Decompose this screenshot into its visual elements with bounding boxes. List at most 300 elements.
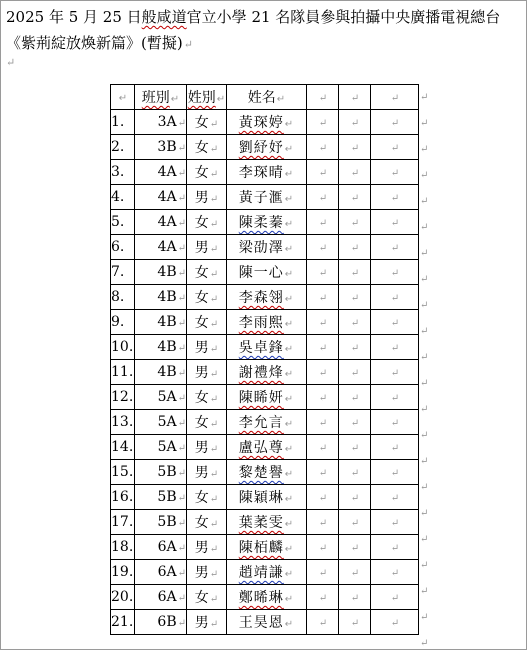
blank-cell[interactable] [339, 210, 371, 235]
row-number-text: 6. [111, 239, 125, 255]
blank-cell[interactable] [339, 535, 371, 560]
class-cell[interactable] [135, 560, 187, 585]
gender-cell[interactable] [187, 260, 227, 285]
gender-cell-text: 男 [194, 340, 209, 356]
gender-cell-text: 女 [194, 315, 209, 331]
row-number-text: 12. [111, 389, 134, 405]
name-cell-text: 黃子滙 [238, 190, 284, 206]
cell-end-mark: ↵ [318, 168, 328, 179]
cell-end-mark: ↵ [350, 218, 360, 229]
row-number[interactable] [111, 310, 135, 335]
class-cell[interactable] [135, 335, 187, 360]
cell-end-mark: ↵ [284, 544, 295, 555]
blank-cell[interactable] [371, 210, 419, 235]
cell-end-mark: ↵ [318, 143, 328, 154]
cell-end-mark: ↵ [390, 343, 400, 354]
blank-cell[interactable] [339, 135, 371, 160]
gender-cell[interactable] [187, 485, 227, 510]
blank-cell[interactable] [371, 485, 419, 510]
class-cell[interactable] [135, 360, 187, 385]
name-cell[interactable] [227, 185, 307, 210]
class-cell-text: 5B [157, 514, 177, 530]
class-cell[interactable] [135, 310, 187, 335]
cell-end-mark: ↵ [318, 393, 328, 404]
gender-cell[interactable] [187, 460, 227, 485]
blank-cell[interactable] [307, 585, 339, 610]
blank-cell[interactable] [339, 360, 371, 385]
name-cell-text: 陳柔蓁 [238, 215, 284, 231]
gender-cell[interactable] [187, 510, 227, 535]
row-number[interactable] [111, 260, 135, 285]
class-cell[interactable] [135, 610, 187, 635]
blank-cell[interactable] [371, 335, 419, 360]
gender-cell[interactable] [187, 335, 227, 360]
header-index[interactable]: ↵ [111, 85, 135, 110]
cell-end-mark: ↵ [209, 294, 219, 305]
cell-end-mark: ↵ [209, 419, 219, 430]
name-cell[interactable] [227, 610, 307, 635]
cell-end-mark: ↵ [350, 143, 360, 154]
gender-cell[interactable] [187, 310, 227, 335]
blank-cell[interactable] [339, 285, 371, 310]
row-number[interactable] [111, 185, 135, 210]
table-row [111, 210, 419, 235]
cell-end-mark: ↵ [284, 319, 295, 330]
row-number[interactable] [111, 360, 135, 385]
blank-cell[interactable] [307, 610, 339, 635]
cell-end-mark: ↵ [284, 494, 295, 505]
class-cell[interactable] [135, 485, 187, 510]
name-cell[interactable] [227, 310, 307, 335]
row-number[interactable] [111, 110, 135, 135]
cell-end-mark: ↵ [390, 593, 400, 604]
row-number[interactable] [111, 285, 135, 310]
blank-cell[interactable] [307, 535, 339, 560]
blank-cell[interactable] [371, 410, 419, 435]
name-cell-text: 李琛晴 [238, 165, 284, 181]
name-cell-text: 梁劭澤 [238, 240, 284, 256]
row-number-text: 16. [111, 489, 134, 505]
blank-cell[interactable] [371, 460, 419, 485]
table-row [111, 235, 419, 260]
row-number-text: 8. [111, 289, 125, 305]
blank-cell[interactable] [307, 235, 339, 260]
gender-cell[interactable] [187, 410, 227, 435]
name-cell[interactable] [227, 560, 307, 585]
header-blank-3[interactable]: ↵ [371, 85, 419, 110]
row-end-mark: ↵ [420, 482, 429, 493]
blank-cell[interactable] [307, 160, 339, 185]
class-cell[interactable] [135, 235, 187, 260]
class-cell[interactable] [135, 385, 187, 410]
row-number[interactable] [111, 435, 135, 460]
class-cell-text: 4A [157, 164, 177, 180]
header-blank-2[interactable]: ↵ [339, 85, 371, 110]
blank-cell[interactable] [371, 560, 419, 585]
class-cell[interactable] [135, 510, 187, 535]
row-end-mark: ↵ [420, 300, 429, 311]
blank-cell[interactable] [339, 160, 371, 185]
blank-cell[interactable] [371, 435, 419, 460]
gender-cell-text: 男 [194, 565, 209, 581]
cell-end-mark: ↵ [177, 543, 186, 554]
class-cell[interactable] [135, 135, 187, 160]
cell-end-mark: ↵ [209, 144, 219, 155]
cell-end-mark: ↵ [177, 618, 186, 629]
row-number-text: 21. [111, 614, 134, 630]
gender-cell-text: 女 [194, 490, 209, 506]
gender-cell-text: 男 [194, 240, 209, 256]
cell-end-mark: ↵ [177, 218, 186, 229]
paragraph-mark: ↵ [183, 38, 193, 51]
row-number[interactable] [111, 560, 135, 585]
blank-cell[interactable] [307, 185, 339, 210]
class-cell-text: 4A [157, 239, 177, 255]
table-row [111, 410, 419, 435]
cell-end-mark: ↵ [177, 393, 186, 404]
cell-end-mark: ↵ [177, 193, 186, 204]
row-number[interactable] [111, 210, 135, 235]
title-line-1 [6, 4, 521, 30]
name-cell[interactable] [227, 410, 307, 435]
name-cell[interactable] [227, 260, 307, 285]
row-number[interactable] [111, 460, 135, 485]
class-cell[interactable] [135, 410, 187, 435]
row-end-mark: ↵ [420, 222, 429, 233]
name-cell[interactable] [227, 335, 307, 360]
gender-cell-text: 女 [194, 590, 209, 606]
row-end-mark: ↵ [420, 326, 429, 337]
name-cell-text: 黎楚譽 [238, 465, 284, 481]
row-end-mark: ↵ [420, 456, 429, 467]
row-end-mark: ↵ [420, 352, 429, 363]
cell-end-mark: ↵ [177, 268, 186, 279]
blank-cell[interactable] [371, 135, 419, 160]
cell-end-mark: ↵ [209, 544, 219, 555]
gender-cell[interactable] [187, 610, 227, 635]
blank-cell[interactable] [307, 335, 339, 360]
gender-cell-text: 女 [194, 265, 209, 281]
blank-cell[interactable] [371, 510, 419, 535]
class-cell[interactable] [135, 210, 187, 235]
blank-cell[interactable] [371, 260, 419, 285]
blank-cell[interactable] [371, 185, 419, 210]
table-row [111, 585, 419, 610]
name-cell[interactable] [227, 585, 307, 610]
cell-end-mark: ↵ [350, 343, 360, 354]
name-cell[interactable] [227, 535, 307, 560]
blank-cell[interactable] [307, 310, 339, 335]
gender-cell[interactable] [187, 160, 227, 185]
cell-end-mark: ↵ [177, 518, 186, 529]
blank-cell[interactable] [307, 410, 339, 435]
cell-end-mark: ↵ [390, 143, 400, 154]
cell-end-mark: ↵ [209, 344, 219, 355]
cell-end-mark: ↵ [209, 594, 219, 605]
name-cell-text: 李森翎 [238, 290, 284, 306]
name-cell-text: 陳一心 [238, 265, 284, 281]
cell-end-mark: ↵ [350, 443, 360, 454]
class-cell[interactable] [135, 110, 187, 135]
cell-end-mark: ↵ [318, 618, 328, 629]
name-cell[interactable] [227, 135, 307, 160]
cell-end-mark: ↵ [350, 118, 360, 129]
cell-end-mark: ↵ [390, 518, 400, 529]
cell-end-mark: ↵ [177, 318, 186, 329]
blank-cell[interactable] [371, 310, 419, 335]
name-cell-text: 趙靖謙 [238, 565, 284, 581]
gender-cell-text: 男 [194, 190, 209, 206]
row-number-text: 10. [111, 339, 134, 355]
blank-cell[interactable] [371, 110, 419, 135]
cell-end-mark: ↵ [284, 219, 295, 230]
blank-cell[interactable] [339, 185, 371, 210]
gender-cell[interactable] [187, 385, 227, 410]
blank-cell[interactable] [339, 110, 371, 135]
row-end-mark: ↵ [420, 612, 429, 623]
name-cell[interactable] [227, 285, 307, 310]
cell-end-mark: ↵ [318, 518, 328, 529]
class-cell-text: 5A [157, 414, 177, 430]
blank-cell[interactable] [307, 360, 339, 385]
blank-cell[interactable] [307, 285, 339, 310]
blank-cell[interactable] [307, 460, 339, 485]
gender-cell[interactable] [187, 435, 227, 460]
cell-end-mark: ↵ [350, 468, 360, 479]
blank-cell[interactable] [307, 260, 339, 285]
class-cell-text: 6B [157, 614, 177, 630]
row-end-mark: ↵ [420, 534, 429, 545]
team-roster-table [110, 84, 419, 635]
table-row [111, 260, 419, 285]
name-cell[interactable] [227, 460, 307, 485]
gender-cell[interactable] [187, 585, 227, 610]
row-number[interactable] [111, 535, 135, 560]
gender-cell[interactable] [187, 560, 227, 585]
row-end-mark: ↵ [420, 378, 429, 389]
blank-cell[interactable] [339, 610, 371, 635]
blank-cell[interactable] [371, 235, 419, 260]
cell-end-mark: ↵ [284, 169, 295, 180]
row-end-mark: ↵ [420, 560, 429, 571]
name-cell-text: 劉紓妤 [238, 140, 284, 156]
class-cell[interactable] [135, 185, 187, 210]
gender-cell[interactable] [187, 360, 227, 385]
blank-cell[interactable] [307, 560, 339, 585]
cell-end-mark: ↵ [390, 568, 400, 579]
cell-end-mark: ↵ [177, 143, 186, 154]
cell-end-mark: ↵ [284, 194, 295, 205]
cell-end-mark: ↵ [209, 394, 219, 405]
name-cell-text: 吳卓鋒 [238, 340, 284, 356]
header-class[interactable]: 班別↵ [135, 85, 187, 110]
cell-end-mark: ↵ [390, 268, 400, 279]
cell-end-mark: ↵ [390, 118, 400, 129]
title-school-name: 般咸道 [141, 8, 187, 26]
cell-end-mark: ↵ [284, 469, 295, 480]
blank-cell[interactable] [339, 510, 371, 535]
name-cell-text: 陳穎琳 [238, 490, 284, 506]
blank-cell[interactable] [307, 110, 339, 135]
class-cell-text: 5B [157, 489, 177, 505]
cell-end-mark: ↵ [350, 593, 360, 604]
cell-end-mark: ↵ [209, 619, 219, 630]
class-cell-text: 6A [157, 539, 177, 555]
row-end-mark: ↵ [420, 170, 429, 181]
gender-cell-text: 男 [194, 615, 209, 631]
blank-cell[interactable] [307, 435, 339, 460]
blank-cell[interactable] [371, 610, 419, 635]
row-number-text: 3. [111, 164, 125, 180]
row-end-mark: ↵ [420, 404, 429, 415]
gender-cell-text: 女 [194, 415, 209, 431]
name-cell[interactable] [227, 110, 307, 135]
cell-end-mark: ↵ [284, 269, 295, 280]
table-row [111, 310, 419, 335]
blank-cell[interactable] [307, 385, 339, 410]
table-header-row [111, 85, 419, 110]
blank-cell[interactable] [339, 410, 371, 435]
table-row [111, 510, 419, 535]
blank-cell[interactable] [339, 585, 371, 610]
cell-end-mark: ↵ [390, 468, 400, 479]
name-cell-text: 王昊恩 [238, 615, 284, 631]
cell-end-mark: ↵ [350, 243, 360, 254]
name-cell[interactable] [227, 385, 307, 410]
gender-cell-text: 女 [194, 115, 209, 131]
name-cell[interactable] [227, 235, 307, 260]
cell-end-mark: ↵ [177, 568, 186, 579]
cell-end-mark: ↵ [390, 443, 400, 454]
class-cell-text: 4B [157, 339, 177, 355]
cell-end-mark: ↵ [318, 443, 328, 454]
cell-end-mark: ↵ [318, 118, 328, 129]
row-end-mark: ↵ [420, 196, 429, 207]
cell-end-mark: ↵ [284, 344, 295, 355]
header-blank-1[interactable]: ↵ [307, 85, 339, 110]
cell-end-mark: ↵ [318, 368, 328, 379]
row-number[interactable] [111, 135, 135, 160]
name-cell[interactable] [227, 210, 307, 235]
cell-end-mark: ↵ [390, 193, 400, 204]
row-number[interactable] [111, 485, 135, 510]
name-cell[interactable] [227, 435, 307, 460]
name-cell-text: 鄭晞琳 [238, 590, 284, 606]
gender-cell[interactable] [187, 285, 227, 310]
row-number[interactable] [111, 610, 135, 635]
cell-end-mark: ↵ [284, 444, 295, 455]
blank-cell[interactable] [339, 435, 371, 460]
cell-end-mark: ↵ [390, 243, 400, 254]
table-row [111, 135, 419, 160]
name-cell[interactable] [227, 510, 307, 535]
cell-end-mark: ↵ [209, 319, 219, 330]
row-number[interactable] [111, 160, 135, 185]
blank-cell[interactable] [339, 310, 371, 335]
cell-end-mark: ↵ [350, 493, 360, 504]
cell-end-mark: ↵ [284, 569, 295, 580]
blank-cell[interactable] [371, 160, 419, 185]
blank-cell[interactable] [339, 235, 371, 260]
class-cell[interactable] [135, 285, 187, 310]
cell-end-mark: ↵ [177, 368, 186, 379]
cell-end-mark: ↵ [318, 493, 328, 504]
gender-cell[interactable] [187, 110, 227, 135]
row-number[interactable] [111, 385, 135, 410]
name-cell-text: 陳栢麟 [238, 540, 284, 556]
gender-cell[interactable] [187, 135, 227, 160]
row-number[interactable] [111, 410, 135, 435]
row-number[interactable] [111, 510, 135, 535]
class-cell[interactable] [135, 435, 187, 460]
header-gender[interactable]: 姓別↵ [187, 85, 227, 110]
gender-cell[interactable] [187, 210, 227, 235]
gender-cell[interactable] [187, 235, 227, 260]
cell-end-mark: ↵ [350, 293, 360, 304]
title-line-2 [6, 30, 521, 58]
row-number[interactable] [111, 235, 135, 260]
row-number[interactable] [111, 335, 135, 360]
blank-cell[interactable] [339, 260, 371, 285]
class-cell-text: 4B [157, 289, 177, 305]
blank-cell[interactable] [371, 360, 419, 385]
cell-end-mark: ↵ [177, 493, 186, 504]
blank-cell[interactable] [371, 535, 419, 560]
cell-end-mark: ↵ [390, 618, 400, 629]
header-name[interactable]: 姓名↵ [227, 85, 307, 110]
gender-cell-text: 女 [194, 215, 209, 231]
row-end-mark: ↵ [420, 118, 429, 129]
blank-cell[interactable] [339, 485, 371, 510]
gender-cell[interactable] [187, 185, 227, 210]
class-cell[interactable] [135, 160, 187, 185]
table-row [111, 335, 419, 360]
name-cell[interactable] [227, 485, 307, 510]
class-cell[interactable] [135, 260, 187, 285]
blank-cell[interactable] [307, 510, 339, 535]
class-cell[interactable] [135, 585, 187, 610]
blank-cell[interactable] [371, 385, 419, 410]
cell-end-mark: ↵ [350, 168, 360, 179]
row-number-text: 13. [111, 414, 134, 430]
blank-cell[interactable] [371, 585, 419, 610]
class-cell[interactable] [135, 535, 187, 560]
class-cell[interactable] [135, 460, 187, 485]
blank-cell[interactable] [339, 335, 371, 360]
cell-end-mark: ↵ [284, 519, 295, 530]
blank-cell[interactable] [307, 210, 339, 235]
gender-cell-text: 女 [194, 165, 209, 181]
class-cell-text: 6A [157, 589, 177, 605]
cell-end-mark: ↵ [284, 294, 295, 305]
blank-cell[interactable] [307, 135, 339, 160]
name-cell[interactable] [227, 360, 307, 385]
cell-end-mark: ↵ [209, 119, 219, 130]
cell-end-mark: ↵ [350, 368, 360, 379]
name-cell[interactable] [227, 160, 307, 185]
blank-cell[interactable] [339, 385, 371, 410]
row-end-mark: ↵ [420, 248, 429, 259]
row-number[interactable] [111, 585, 135, 610]
blank-cell[interactable] [371, 285, 419, 310]
blank-cell[interactable] [307, 485, 339, 510]
blank-cell[interactable] [339, 560, 371, 585]
row-number-text: 2. [111, 139, 125, 155]
row-number-text: 4. [111, 189, 125, 205]
gender-cell[interactable] [187, 535, 227, 560]
blank-cell[interactable] [339, 460, 371, 485]
gender-cell-text: 女 [194, 290, 209, 306]
